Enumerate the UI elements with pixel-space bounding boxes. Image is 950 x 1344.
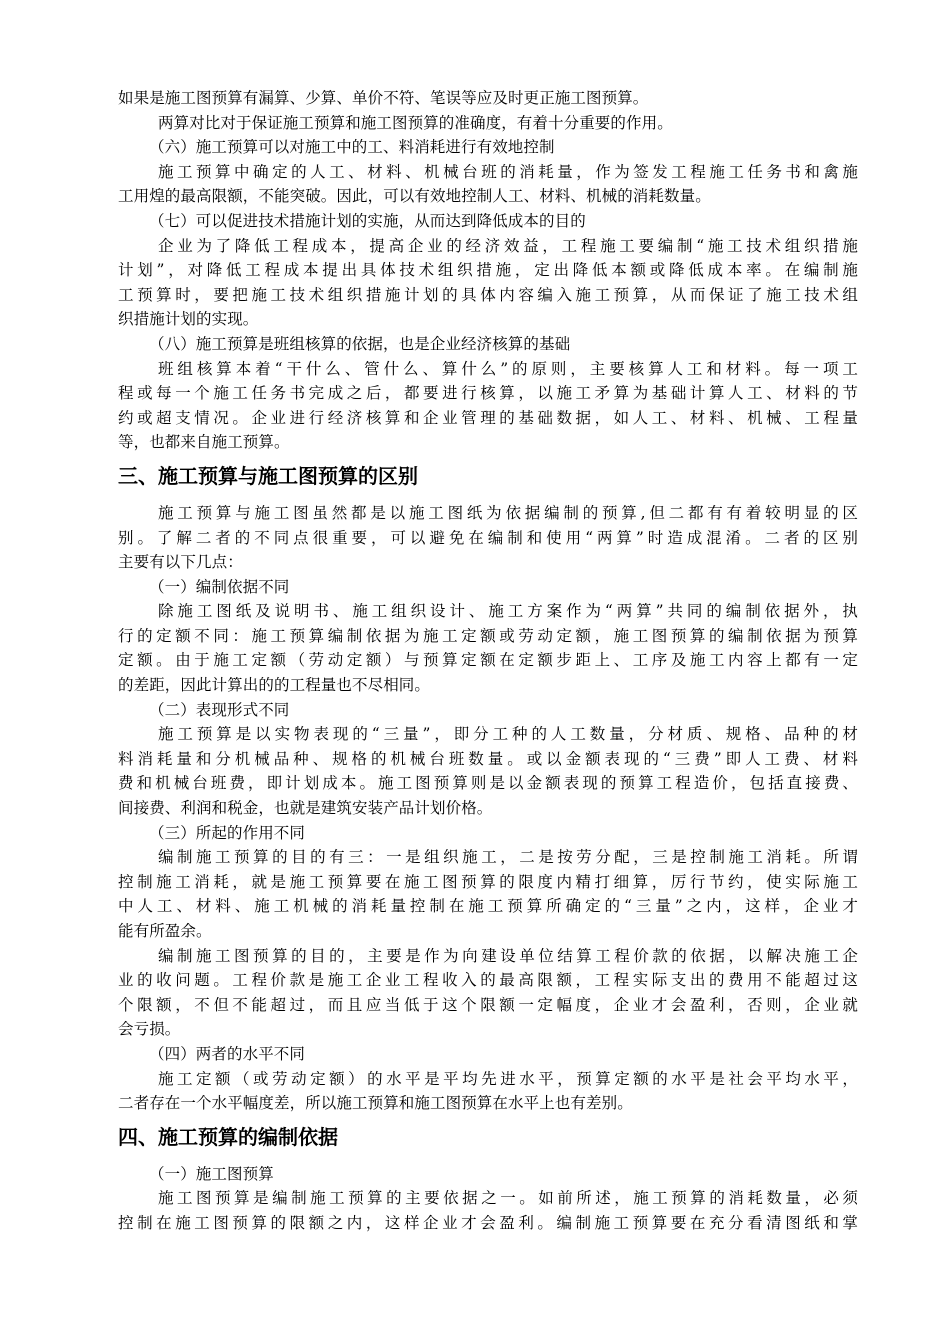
text-line: （一）施工图预算 xyxy=(149,1164,274,1183)
text-line: 施工定额（或劳动定额）的水平是平均先进水平，预算定额的水平是社会平均水平， xyxy=(158,1069,858,1088)
text-line: 编制施工图预算的目的，主要是作为向建设单位结算工程价款的依据，以解决施工企 xyxy=(158,946,858,965)
text-line: 能有所盈余。 xyxy=(118,922,212,940)
text-line: 业的收问题。工程价款是施工企业工程收入的最高限额，工程实际支出的费用不能超过这 xyxy=(118,971,858,990)
text-line: 企业为了降低工程成本，提高企业的经济效益，工程施工要编制“施工技术组织措施 xyxy=(158,236,858,255)
section-3-heading: 三、施工预算与施工图预算的区别 xyxy=(118,463,418,488)
text-line: 计划”，对降低工程成本提出具体技术组织措施，定出降低本额或降低成本率。在编制施 xyxy=(118,261,858,280)
text-line: 的差距，因此计算出的的工程量也不尽相同。 xyxy=(118,676,431,695)
text-line: 会亏损。 xyxy=(118,1020,181,1039)
section-4-heading: 四、施工预算的编制依据 xyxy=(118,1124,338,1149)
text-line: 定额。由于施工定额（劳动定额）与预算定额在定额步距上、工序及施工内容上都有一定 xyxy=(118,651,858,670)
text-line: 控制施工消耗，就是施工预算要在施工图预算的限度内精打细算，厉行节约，使实际施工 xyxy=(118,872,858,891)
section-3-body xyxy=(118,501,858,1116)
text-line: 二者存在一个水平幅度差，所以施工预算和施工图预算在水平上也有差别。 xyxy=(118,1094,633,1113)
section-2-tail xyxy=(118,86,858,455)
text-line: 个限额，不但不能超过，而且应当低于这个限额一定幅度，企业才会盈利，否则，企业就 xyxy=(118,995,858,1014)
text-line: 施工图预算是编制施工预算的主要依据之一。如前所述，施工预算的消耗数量，必须 xyxy=(158,1189,858,1208)
text-line: 施工预算中确定的人工、材料、机械台班的消耗量，作为签发工程施工任务书和禽施 xyxy=(158,162,858,181)
text-line: 行的定额不同：施工预算编制依据为施工定额或劳动定额，施工图预算的编制依据为预算 xyxy=(118,626,858,645)
text-line: 织措施计划的实现。 xyxy=(118,310,259,329)
text-line: 施工预算是以实物表现的“三量”，即分工种的人工数量，分材质、规格、品种的材 xyxy=(158,725,858,744)
text-line: （六）施工预算可以对施工中的工、料消耗进行有效地控制 xyxy=(149,138,555,157)
text-line: 除施工图纸及说明书、施工组织设计、施工方案作为“两算”共同的编制依据外，执 xyxy=(158,602,858,621)
text-line: 费和机械台班费，即计划成本。施工图预算则是以金额表现的预算工程造价，包括直接费、 xyxy=(118,774,858,793)
text-line: 控制在施工图预算的限额之内，这样企业才会盈利。编制施工预算要在充分看清图纸和掌 xyxy=(118,1213,858,1232)
text-line: （三）所起的作用不同 xyxy=(149,823,306,842)
text-line: 程或每一个施工任务书完成之后，都要进行核算，以施工矛算为基础计算人工、材料的节 xyxy=(118,384,858,403)
text-line: 约或超支情况。企业进行经济核算和企业管理的基础数据，如人工、材料、机械、工程量 xyxy=(118,408,858,427)
text-line: 班组核算本着“干什么、管什么、算什么”的原则，主要核算人工和材料。每一项工 xyxy=(158,359,858,378)
text-line: （一）编制依据不同 xyxy=(149,577,290,596)
text-line: 两算对比对于保证施工预算和施工图预算的准确度，有着十分重要的作用。 xyxy=(158,113,673,132)
text-line: 主要有以下几点： xyxy=(118,553,243,572)
text-line: 别。了解二者的不同点很重要，可以避免在编制和使用“两算”时造成混淆。二者的区别 xyxy=(118,528,858,547)
text-line: （二）表现形式不同 xyxy=(149,700,290,719)
text-line: 等，也都来自施工预算。 xyxy=(118,433,290,452)
text-line: 工用煌的最高限额，不能突破。因此，可以有效地控制人工、材料、机械的消耗数量。 xyxy=(118,187,711,206)
text-line: 施工预算与施工图虽然都是以施工图纸为依据编制的预算,但二都有有着较明显的区 xyxy=(158,503,858,522)
text-line: （八）施工预算是班组核算的依据，也是企业经济核算的基础 xyxy=(149,334,571,353)
text-line: 间接费、利润和税金，也就是建筑安装产品计划价格。 xyxy=(118,799,493,818)
document-page xyxy=(118,86,858,1236)
text-line: 料消耗量和分机械品种、规格的机械台班数量。或以金额表现的“三费”即人工费、材料 xyxy=(118,749,858,768)
text-line: 如果是施工图预算有漏算、少算、单价不符、笔误等应及时更正施工图预算。 xyxy=(118,89,649,107)
text-line: （七）可以促进技术措施计划的实施，从而达到降低成本的目的 xyxy=(149,211,586,230)
section-4-body xyxy=(118,1162,858,1236)
text-line: 工预算时，要把施工技术组织措施计划的具体内容编入施工预算，从而保证了施工技术组 xyxy=(118,285,858,304)
text-line: 编制施工预算的目的有三：一是组织施工，二是按劳分配，三是控制施工消耗。所谓 xyxy=(158,848,858,867)
text-line: 中人工、材料、施工机械的消耗量控制在施工预算所确定的“三量”之内，这样，企业才 xyxy=(118,897,858,916)
text-line: （四）两者的水平不同 xyxy=(149,1044,306,1063)
